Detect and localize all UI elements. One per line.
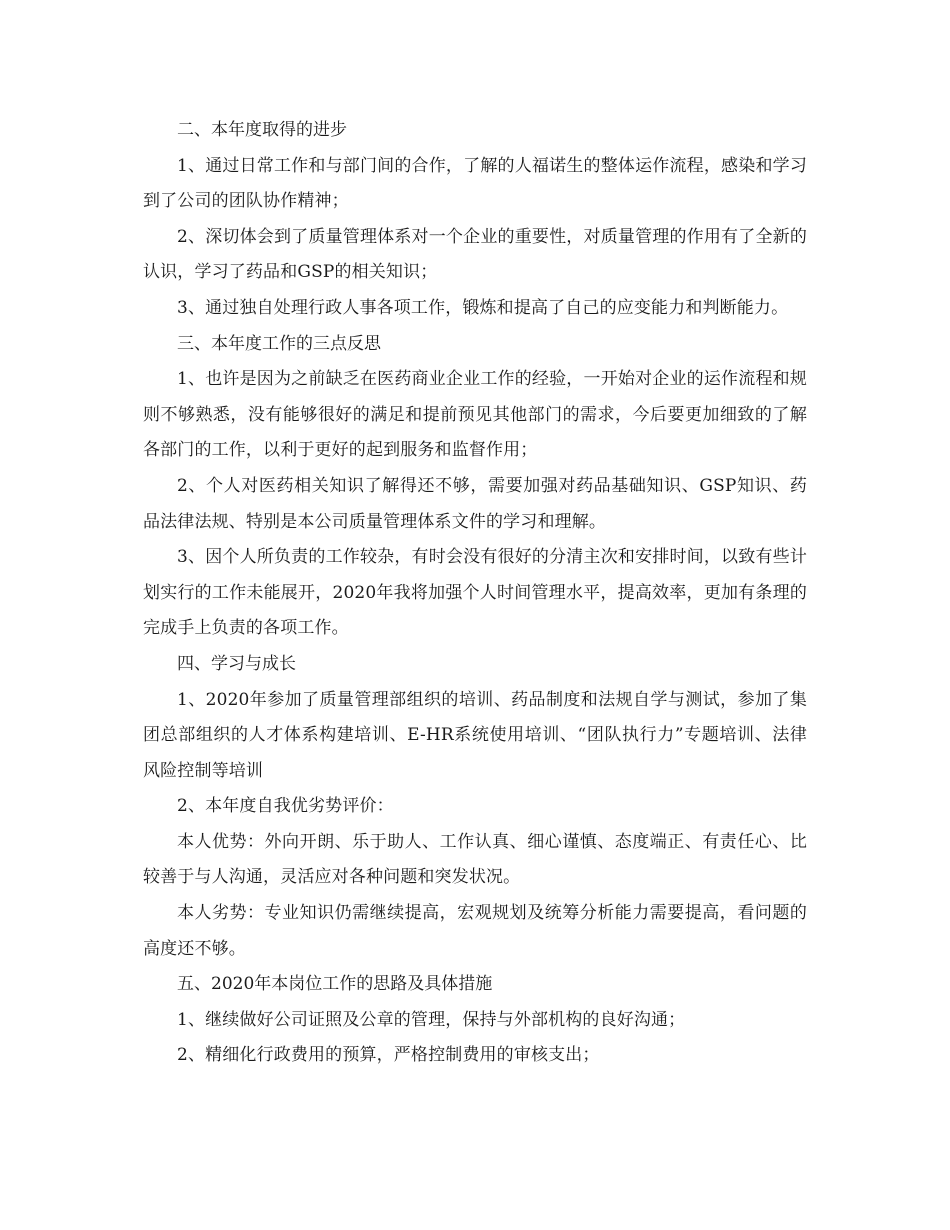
section-heading-learning: 四、学习与成长 [177,653,296,674]
paragraph: 3、通过独自处理行政人事各项工作，锻炼和提高了自己的应变能力和判断能力。 [177,297,789,318]
section-heading-progress: 二、本年度取得的进步 [177,120,347,140]
paragraph: 2、精细化行政费用的预算，严格控制费用的审核支出； [177,1045,600,1066]
paragraph: 3、因个人所负责的工作较杂，有时会没有很好的分清主次和安排时间，以致有些计划实行的工作未能展开，2020年我将加强个人时间管理水平，提高效率，更加有条理的完成手上负责的各项工作。 [143,547,807,639]
paragraph: 2、本年度自我优劣势评价： [177,796,394,817]
paragraph: 2、个人对医药相关知识了解得还不够，需要加强对药品基础知识、GSP知识、药品法律法规、特别是本公司质量管理体系文件的学习和理解。 [143,475,807,532]
paragraph: 1、2020年参加了质量管理部组织的培训、药品制度和法规自学与测试，参加了集团总部组织的人才体系构建培训、E-HR系统使用培训、“团队执行力”专题培训、法律风险控制等培训 [143,689,807,781]
document-body [143,113,807,1074]
paragraph: 1、也许是因为之前缺乏在医药商业企业工作的经验，一开始对企业的运作流程和规则不够熟悉，没有能够很好的满足和提前预见其他部门的需求，今后要更加细致的了解各部门的工作，以利于更好的起到服务和监督作用； [143,369,807,461]
section-heading-plan: 五、2020年本岗位工作的思路及具体措施 [177,974,493,995]
section-heading-reflection: 三、本年度工作的三点反思 [177,333,381,354]
paragraph: 本人优势：外向开朗、乐于助人、工作认真、细心谨慎、态度端正、有责任心、比较善于与人沟通，灵活应对各种问题和突发状况。 [143,831,807,888]
paragraph: 1、通过日常工作和与部门间的合作，了解的人福诺生的整体运作流程，感染和学习到了公司的团队协作精神； [143,155,807,212]
paragraph: 2、深切体会到了质量管理体系对一个企业的重要性，对质量管理的作用有了全新的认识，学习了药品和GSP的相关知识； [143,226,807,283]
paragraph: 本人劣势：专业知识仍需继续提高，宏观规划及统筹分析能力需要提高，看问题的高度还不够。 [143,903,807,959]
paragraph: 1、继续做好公司证照及公章的管理，保持与外部机构的良好沟通； [177,1009,686,1030]
